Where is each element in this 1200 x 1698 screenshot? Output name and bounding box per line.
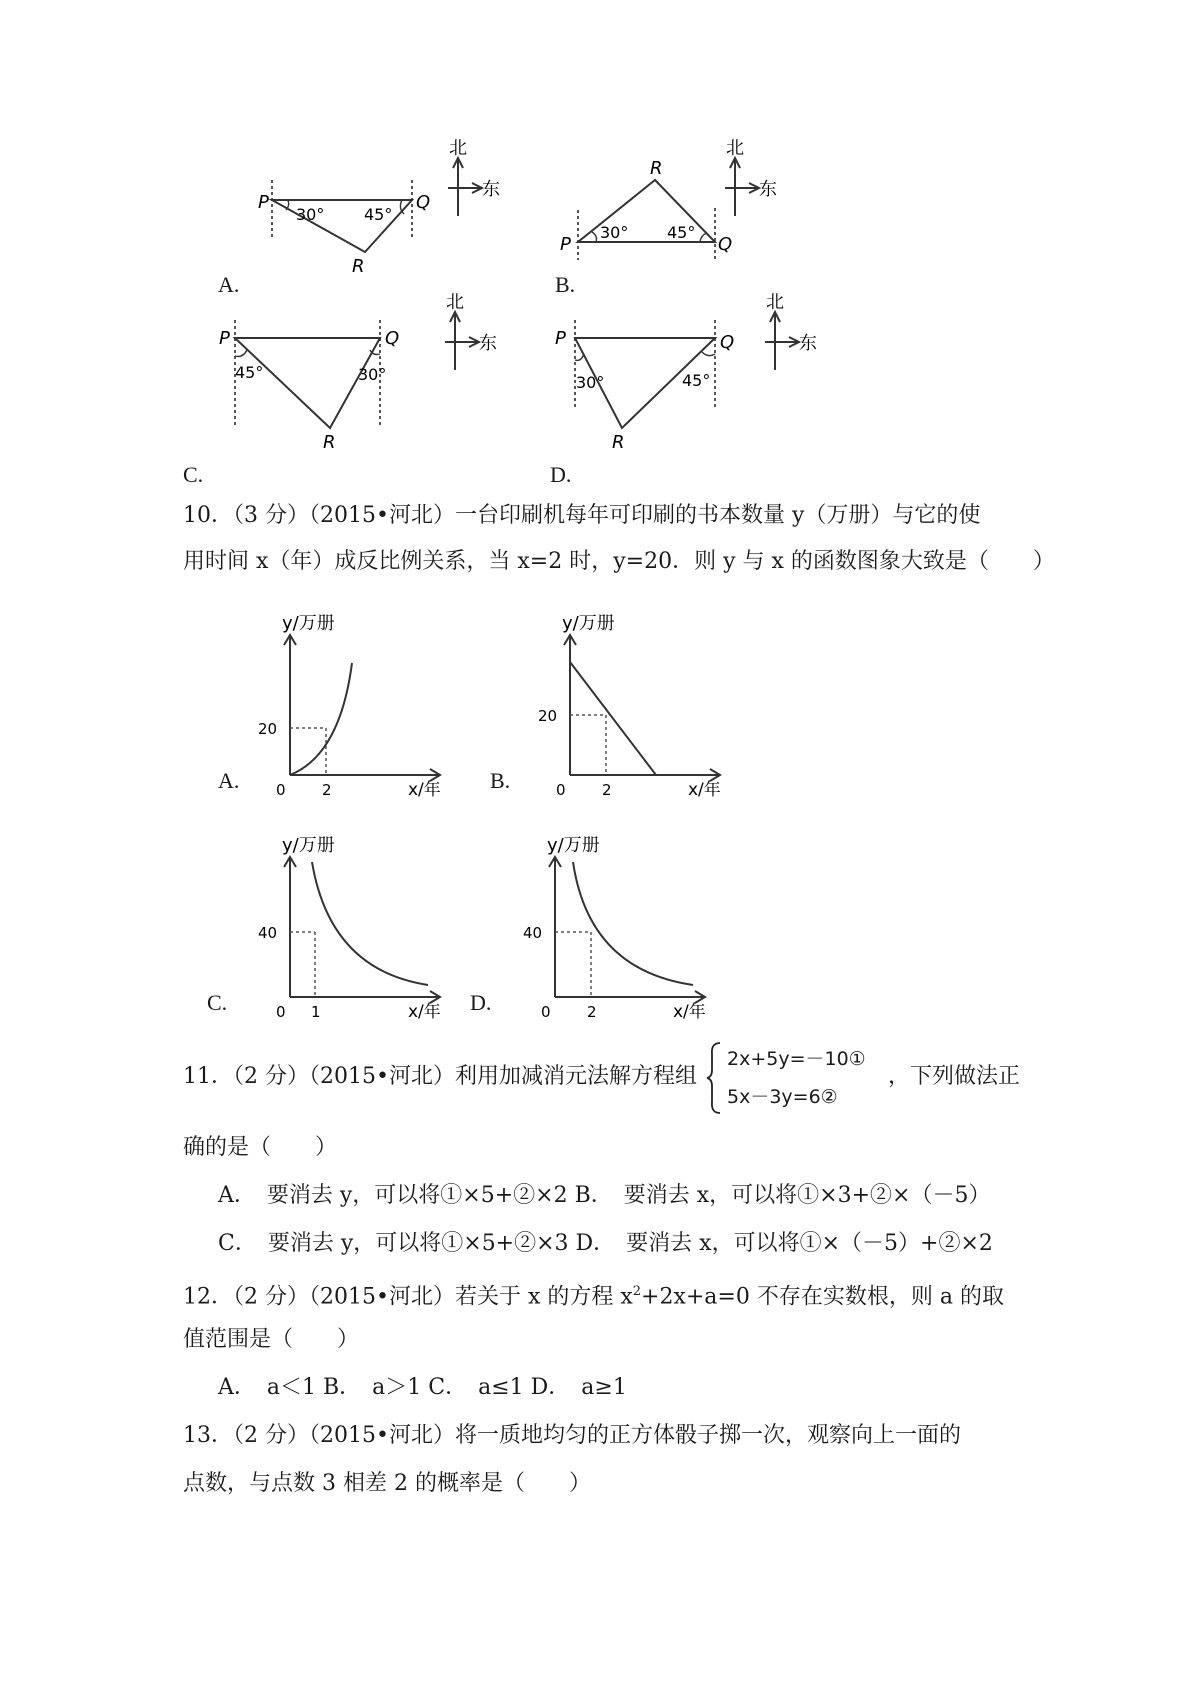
q10-graph-b-x-label: x/年 [688,780,721,800]
q10-graph-c-x-tick-label: 1 [311,1003,321,1021]
q10-graph-d-x-tick-label: 2 [587,1003,597,1021]
q9-d-east-label: 东 [799,333,817,354]
q10-graph-d-svg [505,822,715,1022]
q9-b-angle-p: 30° [600,223,629,242]
q9-b-north-label: 北 [726,138,744,159]
q9-d-angle-p: 30° [576,373,605,392]
q12-options: A． a＜1 B． a＞1 C． a≤1 D． a≥1 [218,1375,627,1400]
q9-b-angle-arc-p [592,232,597,242]
q9-b-label-q: Q [718,234,733,255]
q10-graph-d-curve [573,862,693,985]
q10-graph-c-y-tick-label: 40 [258,924,278,942]
q9-c-label-r: R [323,432,336,453]
q12-text-post: +2x+a=0 不存在实数根，则 a 的取 [641,1284,1004,1310]
q11-text-line2: 确的是（ ） [183,1135,338,1160]
q10-graph-a-svg [240,600,450,800]
q9-b-east-label: 东 [759,179,777,200]
q12-exponent: 2 [632,1284,642,1299]
q10-graph-c-x-label: x/年 [408,1002,441,1022]
q9-c-angle-arc-p [235,350,247,356]
q9-figure-c [219,292,565,490]
q11-equation-1: 2x+5y=－10① [727,1048,866,1070]
q12-text-pre: 12．（2 分）（2015•河北）若关于 x 的方程 x [183,1284,633,1310]
q9-c-north-label: 北 [446,292,464,313]
q9-a-label-p: P [258,192,269,213]
q9-d-angle-arc-p [575,354,584,360]
q9-c-east-label: 东 [479,333,497,354]
q9-a-north-label: 北 [449,138,467,159]
q9-a-angle-p: 30° [296,205,325,224]
q10-graph-a-y-label: y/万册 [282,613,335,634]
q9-option-b-letter: B. [555,272,576,297]
q9-figure-d [555,292,910,490]
q10-graph-b [520,600,730,800]
q13-text-line1: 13．（2 分）（2015•河北）将一质地均匀的正方体骰子掷一次，观察向上一面的 [183,1423,961,1448]
q9-d-label-r: R [612,432,625,453]
q12-text-line2: 值范围是（ ） [183,1327,360,1352]
q10-graph-a [240,600,450,800]
q9-c-angle-q: 30° [358,365,387,384]
q10-option-b-letter: B. [490,768,511,793]
q10-graph-d-origin-label: 0 [541,1003,551,1021]
q9-d-angle-arc-q [702,352,715,356]
q9-d-north-label: 北 [766,292,784,313]
q9-option-c-letter: C. [183,462,204,487]
q9-b-label-p: P [560,234,571,255]
q10-option-d-letter: D. [470,990,492,1015]
q9-figure-b-svg [560,138,900,300]
q9-a-angle-q: 45° [364,205,393,224]
q10-graph-c-y-label: y/万册 [282,835,335,856]
q12-text-line1 [183,1276,1004,1313]
q9-figure-c-svg [219,292,565,490]
q9-c-angle-p: 45° [235,363,264,382]
q10-graph-a-origin-label: 0 [276,781,286,799]
q11-equation-system [705,1040,885,1116]
q10-graph-b-origin-label: 0 [556,781,566,799]
q10-text-line1: 10．（3 分）（2015•河北）一台印刷机每年可印刷的书本数量 y（万册）与它的使 [183,503,981,528]
q11-options-line1: A． 要消去 y，可以将①×5+②×2 B． 要消去 x，可以将①×3+②×（－5） [218,1183,991,1208]
q9-a-label-q: Q [416,192,431,213]
q9-b-angle-q: 45° [667,223,696,242]
q10-graph-d-x-label: x/年 [673,1002,706,1022]
q11-text-tail: ，下列做法正 [888,1064,1021,1089]
q10-graph-a-y-tick-label: 20 [258,720,278,738]
q10-graph-a-curve [290,663,352,775]
q10-graph-d [505,822,715,1022]
q10-option-a-letter: A. [218,768,240,793]
q9-a-label-r: R [352,256,365,277]
q10-graph-d-y-label: y/万册 [547,835,600,856]
q9-option-a-letter: A. [218,272,240,297]
q10-graph-a-x-label: x/年 [408,780,441,800]
q10-graph-c-curve [312,862,428,985]
q11-text-lead: 11．（2 分）（2015•河北）利用加减消元法解方程组 [183,1064,697,1089]
q10-graph-d-y-tick-label: 40 [523,924,543,942]
q13-text-line2: 点数，与点数 3 相差 2 的概率是（ ） [183,1471,591,1496]
q9-d-angle-q: 45° [682,371,711,390]
q10-graph-a-x-tick-label: 2 [322,781,332,799]
q10-option-c-letter: C. [207,990,228,1015]
q10-graph-b-y-tick-label: 20 [538,707,558,725]
q9-figure-d-svg [555,292,910,490]
q9-figure-b [560,138,900,300]
q9-figure-a-svg [260,140,560,300]
q9-option-d-letter: D. [550,462,572,487]
q10-graph-b-svg [520,600,730,800]
q9-c-label-p: P [219,328,230,349]
q9-b-label-r: R [650,158,663,179]
q9-c-label-q: Q [385,328,400,349]
q10-graph-c-origin-label: 0 [276,1003,286,1021]
q10-graph-b-y-label: y/万册 [562,613,615,634]
q10-graph-c [240,822,450,1022]
q11-equation-2: 5x－3y=6② [727,1086,838,1108]
q11-options-line2: C． 要消去 y，可以将①×5+②×3 D． 要消去 x，可以将①×（－5）+②×2 [218,1231,993,1256]
q10-graph-b-x-tick-label: 2 [602,781,612,799]
q9-d-label-p: P [555,328,566,349]
q10-text-line2: 用时间 x（年）成反比例关系，当 x=2 时，y=20．则 y 与 x 的函数图象大致是（ ） [183,549,1055,574]
q9-a-east-label: 东 [482,179,500,200]
q9-figure-a [260,140,560,300]
q9-b-angle-arc-q [700,233,707,242]
q11-brace [705,1040,723,1116]
q10-graph-c-svg [240,822,450,1022]
q10-graph-b-curve [570,662,656,775]
q9-d-label-q: Q [720,332,735,353]
